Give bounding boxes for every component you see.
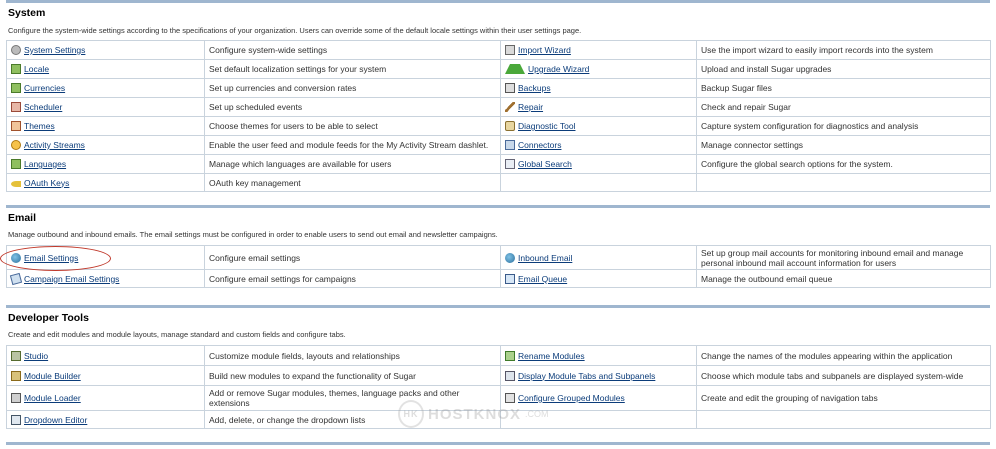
left-description: OAuth key management: [205, 174, 501, 192]
admin-link-label[interactable]: Themes: [24, 121, 55, 131]
left-link-cell: [7, 174, 205, 192]
connectors-icon: [505, 140, 515, 150]
right-link-cell: [501, 346, 697, 366]
right-link-cell: [501, 136, 697, 155]
right-link-cell: [501, 246, 697, 270]
right-link-cell: [501, 117, 697, 136]
left-link-cell: [7, 117, 205, 136]
module-tabs-icon: [505, 371, 515, 381]
languages-icon: [11, 159, 21, 169]
admin-link-label[interactable]: Email Settings: [24, 252, 79, 263]
admin-link-label[interactable]: Global Search: [518, 159, 572, 169]
admin-link-label[interactable]: Languages: [24, 159, 67, 169]
admin-link-locale[interactable]: [11, 64, 200, 74]
dropdown-editor-icon: [11, 415, 21, 425]
table-row: [7, 270, 991, 288]
admin-link-email-queue[interactable]: [505, 274, 692, 284]
right-link-cell: [501, 174, 697, 192]
right-link-cell: [501, 79, 697, 98]
right-description: Manage connector settings: [697, 136, 991, 155]
table-row: [7, 98, 991, 117]
admin-link-label[interactable]: Module Builder: [24, 370, 81, 381]
admin-link-system-settings[interactable]: [11, 45, 200, 55]
admin-link-activity-streams[interactable]: [11, 140, 200, 150]
left-link-cell: [7, 346, 205, 366]
right-link-cell: [501, 366, 697, 386]
left-link-cell: [7, 136, 205, 155]
right-description: Choose which module tabs and subpanels are displayed system-wide: [697, 366, 991, 386]
table-row: [7, 174, 991, 192]
left-link-cell: [7, 155, 205, 174]
admin-link-label[interactable]: Currencies: [24, 83, 66, 93]
admin-link-upgrade-wizard[interactable]: [505, 64, 692, 74]
admin-link-label[interactable]: Connectors: [518, 140, 562, 150]
table-row: [7, 117, 991, 136]
section-description-system: Configure the system-wide settings according to the specifications of your organization. Users can override some of the default locale settings within their user settings page.: [8, 26, 582, 35]
table-row: [7, 366, 991, 386]
global-search-icon: [505, 159, 515, 169]
left-description: Set up scheduled events: [205, 98, 501, 117]
admin-link-display-module-tabs-and-subpanels[interactable]: [505, 371, 692, 381]
right-link-cell: [501, 155, 697, 174]
table-row: [7, 346, 991, 366]
admin-link-email-settings[interactable]: [11, 253, 200, 263]
right-description: Create and edit the grouping of navigation tabs: [697, 386, 991, 411]
admin-link-label[interactable]: Module Loader: [24, 393, 81, 403]
admin-link-import-wizard[interactable]: [505, 45, 692, 55]
admin-link-label[interactable]: Import Wizard: [518, 45, 571, 55]
rename-modules-icon: [505, 351, 515, 361]
admin-link-label[interactable]: Diagnostic Tool: [518, 121, 576, 131]
admin-link-label[interactable]: System Settings: [24, 45, 86, 55]
left-link-cell: [7, 246, 205, 270]
left-description: Add, delete, or change the dropdown lists: [205, 411, 501, 429]
admin-link-backups[interactable]: [505, 83, 692, 93]
right-description: Change the names of the modules appearing within the application: [697, 346, 991, 366]
admin-link-module-loader[interactable]: [11, 393, 200, 403]
left-description: Configure email settings for campaigns: [205, 270, 501, 288]
left-description: Build new modules to expand the functionality of Sugar: [205, 366, 501, 386]
module-builder-icon: [11, 371, 21, 381]
diagnostic-icon: [505, 121, 515, 131]
email-settings-table: [6, 245, 991, 288]
admin-link-scheduler[interactable]: [11, 102, 200, 112]
admin-link-currencies[interactable]: [11, 83, 200, 93]
right-description: Configure the global search options for the system.: [697, 155, 991, 174]
admin-link-dropdown-editor[interactable]: [11, 415, 200, 425]
left-description: Choose themes for users to be able to select: [205, 117, 501, 136]
admin-link-label[interactable]: Inbound Email: [518, 252, 573, 263]
section-title-developer-tools: Developer Tools: [8, 312, 89, 324]
admin-link-inbound-email[interactable]: [505, 253, 692, 263]
right-link-cell: [501, 98, 697, 117]
studio-icon: [11, 351, 21, 361]
admin-link-label[interactable]: Configure Grouped Modules: [518, 393, 625, 403]
watermark-text: HOSTKNOX: [428, 405, 522, 423]
module-loader-icon: [11, 393, 21, 403]
left-description: Enable the user feed and module feeds for the My Activity Stream dashlet.: [205, 136, 501, 155]
left-description: Configure system-wide settings: [205, 41, 501, 60]
table-row: [7, 60, 991, 79]
money-icon: [11, 83, 21, 93]
table-row: [7, 136, 991, 155]
admin-link-label[interactable]: Locale: [24, 64, 50, 74]
admin-link-label[interactable]: Backups: [518, 83, 551, 93]
money-icon: [11, 64, 21, 74]
section-divider: [6, 305, 990, 308]
left-link-cell: [7, 270, 205, 288]
admin-link-label[interactable]: Upgrade Wizard: [528, 64, 590, 74]
left-description: Configure email settings: [205, 246, 501, 270]
section-description-email: Manage outbound and inbound emails. The email settings must be configured in order to enable users to send out email and newsletter campaigns.: [8, 230, 498, 239]
right-description: Upload and install Sugar upgrades: [697, 60, 991, 79]
right-description: Set up group mail accounts for monitoring inbound email and manage personal inbound mail account information for users: [697, 246, 991, 270]
table-row: [7, 41, 991, 60]
table-row: [7, 155, 991, 174]
right-link-cell: [501, 60, 697, 79]
watermark-domain: .COM: [525, 409, 549, 419]
left-description: Set default localization settings for your system: [205, 60, 501, 79]
email-queue-icon: [505, 274, 515, 284]
system-settings-table: [6, 40, 991, 192]
admin-link-module-builder[interactable]: [11, 371, 200, 381]
gear-icon: [11, 45, 21, 55]
table-row: [7, 79, 991, 98]
left-description: Manage which languages are available for users: [205, 155, 501, 174]
inbound-email-icon: [505, 253, 515, 263]
left-description: Add or remove Sugar modules, themes, language packs and other extensions: [205, 386, 501, 411]
right-description: Manage the outbound email queue: [697, 270, 991, 288]
backup-icon: [505, 83, 515, 93]
right-description: Backup Sugar files: [697, 79, 991, 98]
admin-link-connectors[interactable]: [505, 140, 692, 150]
email-globe-icon: [11, 253, 21, 263]
admin-link-themes[interactable]: [11, 121, 200, 131]
table-row: [7, 246, 991, 270]
admin-link-label[interactable]: Email Queue: [518, 273, 568, 284]
right-description: [697, 174, 991, 192]
admin-link-oauth-keys[interactable]: [11, 178, 200, 188]
admin-link-repair[interactable]: [505, 102, 692, 112]
watermark: [398, 400, 549, 428]
section-divider: [6, 0, 990, 3]
admin-link-global-search[interactable]: [505, 159, 692, 169]
left-link-cell: [7, 386, 205, 411]
section-title-system: System: [8, 7, 46, 19]
admin-link-languages[interactable]: [11, 159, 200, 169]
left-link-cell: [7, 366, 205, 386]
section-divider: [6, 205, 990, 208]
admin-link-label[interactable]: OAuth Keys: [24, 177, 70, 188]
left-link-cell: [7, 41, 205, 60]
admin-link-label[interactable]: Rename Modules: [518, 350, 585, 361]
upgrade-arrow-icon: [505, 64, 525, 74]
admin-link-label[interactable]: Dropdown Editor: [24, 414, 88, 425]
admin-link-label[interactable]: Scheduler: [24, 102, 63, 112]
right-link-cell: [501, 270, 697, 288]
key-icon: [11, 181, 21, 187]
themes-icon: [11, 121, 21, 131]
admin-link-label[interactable]: Display Module Tabs and Subpanels: [518, 370, 656, 381]
section-title-email: Email: [8, 212, 37, 224]
section-divider: [6, 442, 990, 445]
admin-link-label[interactable]: Repair: [518, 102, 544, 112]
admin-link-studio[interactable]: [11, 351, 200, 361]
admin-link-rename-modules[interactable]: [505, 351, 692, 361]
right-link-cell: [501, 41, 697, 60]
section-description-developer-tools: Create and edit modules and module layouts, manage standard and custom fields and configure tabs.: [8, 330, 346, 339]
left-description: Customize module fields, layouts and relationships: [205, 346, 501, 366]
left-link-cell: [7, 79, 205, 98]
import-icon: [505, 45, 515, 55]
left-description: Set up currencies and conversion rates: [205, 79, 501, 98]
right-description: [697, 411, 991, 429]
admin-link-label[interactable]: Campaign Email Settings: [24, 273, 120, 284]
right-description: Check and repair Sugar: [697, 98, 991, 117]
admin-link-diagnostic-tool[interactable]: [505, 121, 692, 131]
watermark-badge: HK: [398, 400, 424, 428]
wrench-icon: [505, 102, 515, 112]
activity-stream-icon: [11, 140, 21, 150]
admin-link-label[interactable]: Studio: [24, 350, 49, 361]
left-link-cell: [7, 411, 205, 429]
right-description: Use the import wizard to easily import records into the system: [697, 41, 991, 60]
campaign-email-icon: [10, 272, 22, 284]
calendar-icon: [11, 102, 21, 112]
admin-link-campaign-email-settings[interactable]: [11, 274, 200, 284]
left-link-cell: [7, 60, 205, 79]
admin-link-label[interactable]: Activity Streams: [24, 140, 85, 150]
left-link-cell: [7, 98, 205, 117]
right-description: Capture system configuration for diagnostics and analysis: [697, 117, 991, 136]
